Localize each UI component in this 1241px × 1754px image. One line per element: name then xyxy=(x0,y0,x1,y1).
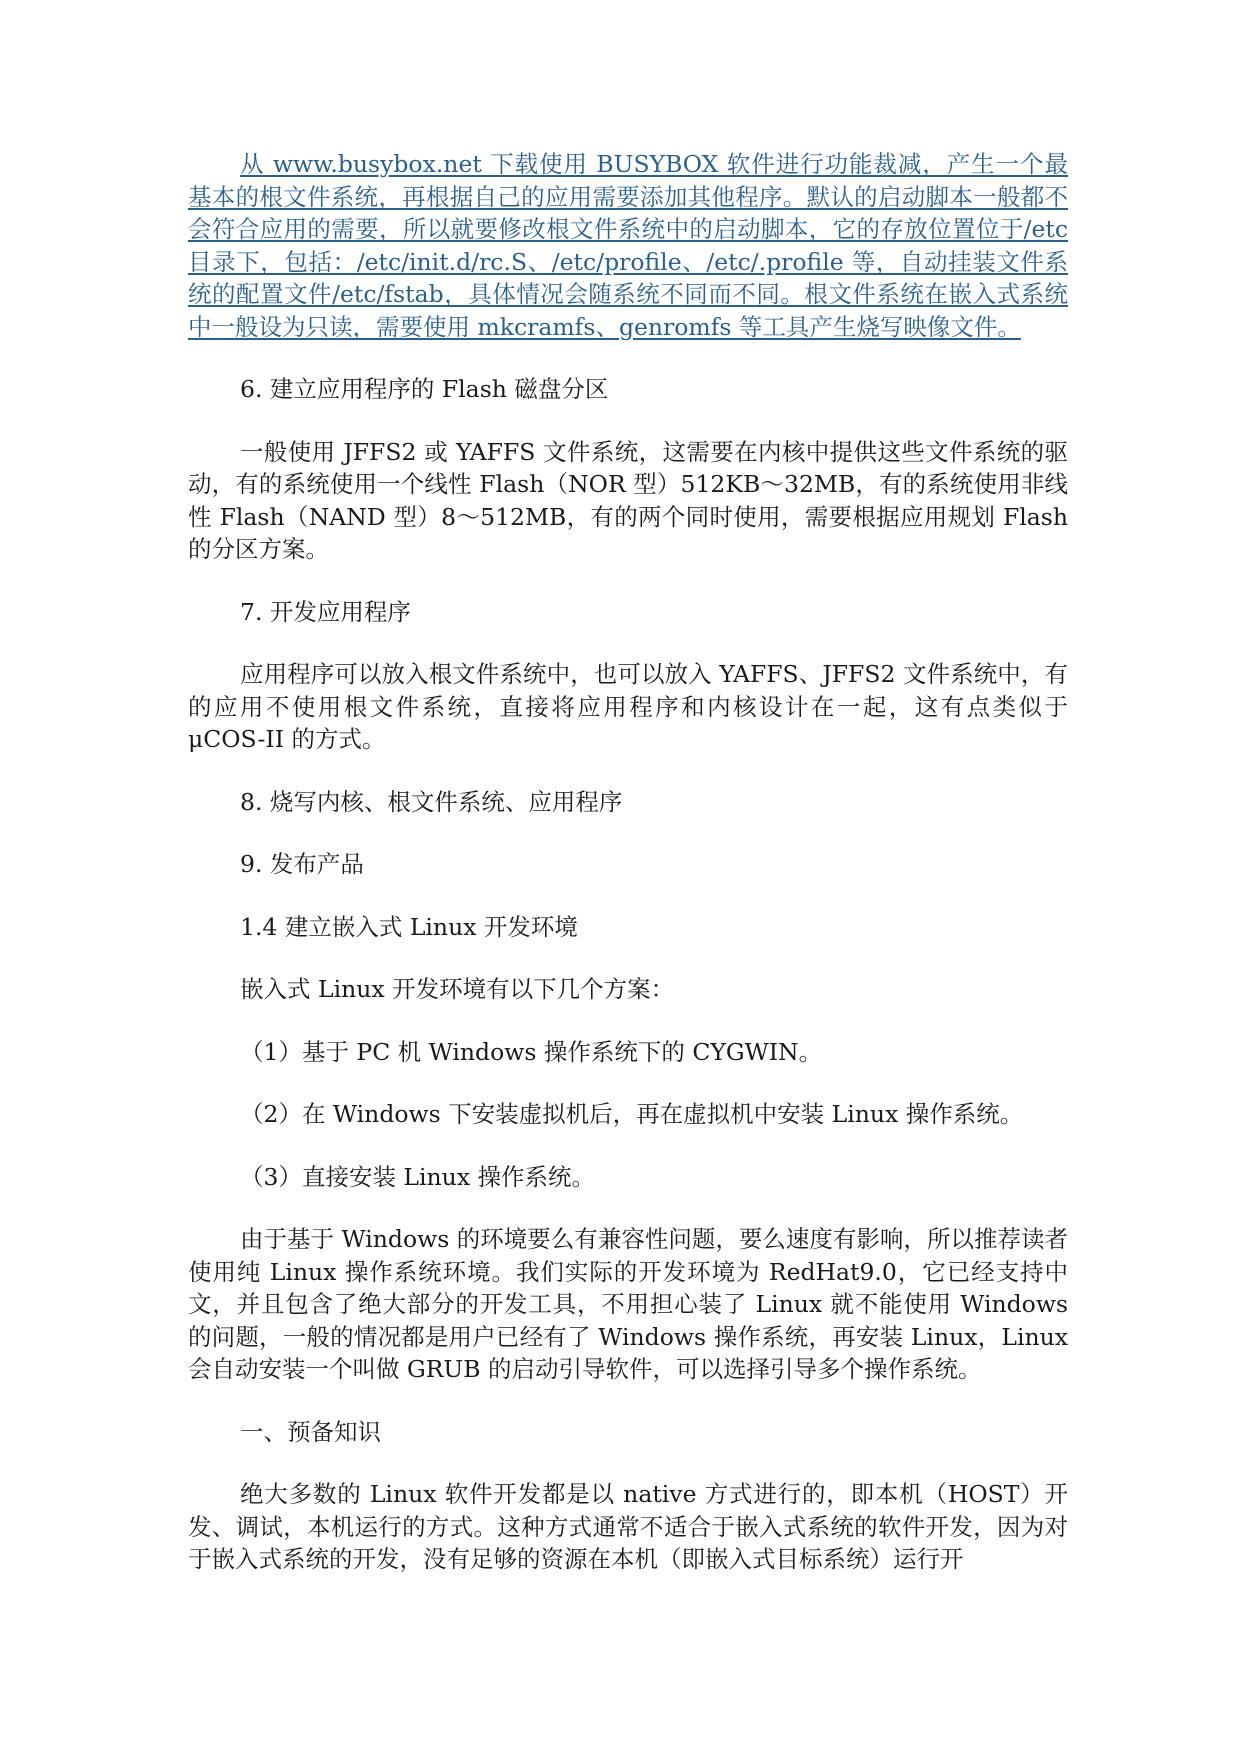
busybox-paragraph-link[interactable]: 从 www.busybox.net 下载使用 BUSYBOX 软件进行功能裁减，产生一个最基本的根文件系统，再根据自己的应用需要添加其他程序。默认的启动脚本一般都不会符合应用的需要，所以就要修改根文件系统中的启动脚本，它的存放位置位于/etc 目录下，包括：/etc/init.d/rc.S、/etc/profile、/etc/.profile 等，自动挂装文件系统的配置文件/etc/fstab，具体情况会随系统不同而不同。根文件系统在嵌入式系统中一般设为只读，需要使用 mkcramfs、genromfs 等工具产生烧写映像文件。 xyxy=(188,150,1068,341)
document-page xyxy=(188,148,1068,1576)
section-heading-6: 6. 建立应用程序的 Flash 磁盘分区 xyxy=(240,375,609,403)
section-heading-8: 8. 烧写内核、根文件系统、应用程序 xyxy=(240,787,623,816)
section-heading-1-4: 1.4 建立嵌入式 Linux 开发环境 xyxy=(240,912,578,941)
section-heading-7: 7. 开发应用程序 xyxy=(240,597,411,626)
recommend-paragraph: 由于基于 Windows 的环境要么有兼容性问题，要么速度有影响，所以推荐读者使用纯 Linux 操作系统环境。我们实际的开发环境为 RedHat9.0，它已经支持中文，并且包含了绝大部分的开发工具，不用担心装了 Linux 就不能使用 Windows 的问题，一般的情况都是用户已经有了 Windows 操作系统，再安装 Linux，Linux 会自动安装一个叫做 GRUB 的启动引导软件，可以选择引导多个操作系统。 xyxy=(188,1225,1068,1383)
flash-paragraph: 一般使用 JFFS2 或 YAFFS 文件系统，这需要在内核中提供这些文件系统的驱动，有的系统使用一个线性 Flash（NOR 型）512KB～32MB，有的系统使用非线性 Flash（NAND 型）8～512MB，有的两个同时使用，需要根据应用规划 Flash 的分区方案。 xyxy=(188,437,1068,563)
option-item-2: （2）在 Windows 下安装虚拟机后，再在虚拟机中安装 Linux 操作系统。 xyxy=(240,1100,1024,1128)
env-intro-text: 嵌入式 Linux 开发环境有以下几个方案： xyxy=(240,975,675,1003)
option-item-3: （3）直接安装 Linux 操作系统。 xyxy=(240,1162,596,1191)
section-heading-prep: 一、预备知识 xyxy=(240,1417,381,1446)
option-item-1: （1）基于 PC 机 Windows 操作系统下的 CYGWIN。 xyxy=(240,1037,823,1066)
app-paragraph: 应用程序可以放入根文件系统中，也可以放入 YAFFS、JFFS2 文件系统中，有的应用不使用根文件系统，直接将应用程序和内核设计在一起，这有点类似于 μCOS-II 的方式。 xyxy=(188,660,1068,753)
section-heading-9: 9. 发布产品 xyxy=(240,850,364,878)
native-paragraph: 绝大多数的 Linux 软件开发都是以 native 方式进行的，即本机（HOST）开发、调试，本机运行的方式。这种方式通常不适合于嵌入式系统的软件开发，因为对于嵌入式系统的开发，没有足够的资源在本机（即嵌入式目标系统）运行开 xyxy=(188,1480,1068,1573)
